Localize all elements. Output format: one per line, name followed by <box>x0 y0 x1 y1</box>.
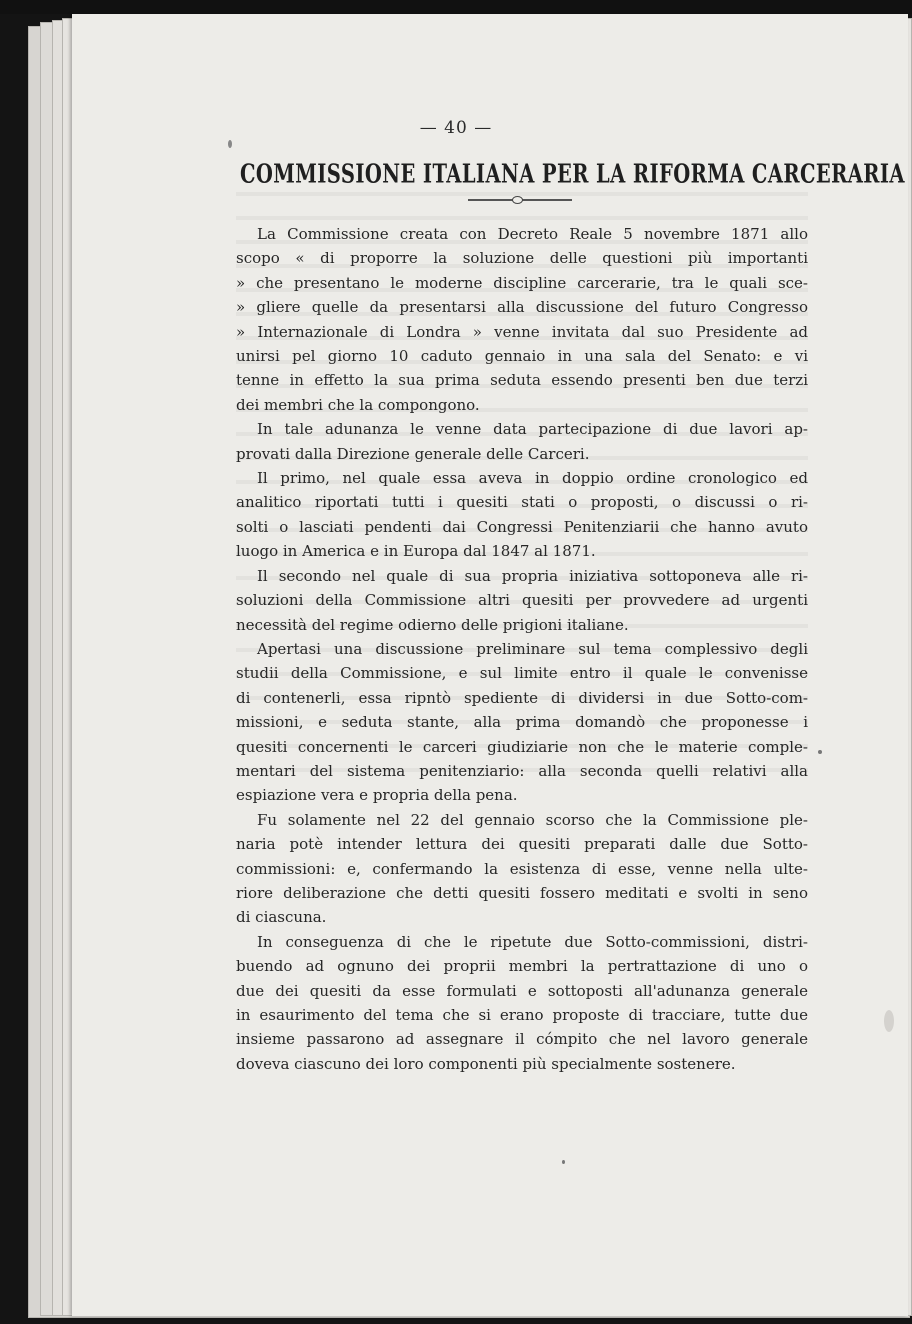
text-line: espiazione vera e propria della pena. <box>236 786 518 805</box>
text-line: provati dalla Direzione generale delle Carceri. <box>236 444 590 463</box>
text-line: in esaurimento del tema che si erano proposte di tracciare, tutte due <box>236 1006 808 1024</box>
paragraph <box>236 417 808 466</box>
text-line: » gliere quelle da presentarsi alla discussione del futuro Congresso <box>236 298 808 317</box>
text-line: quesiti concernenti le carceri giudiziarie non che le materie comple- <box>236 737 808 756</box>
body-text <box>236 222 808 1076</box>
text-line: » che presentano le moderne discipline carcerarie, tra le quali sce- <box>236 273 808 292</box>
paragraph <box>236 564 808 637</box>
page-number: — 40 — <box>419 118 493 138</box>
paragraph <box>236 637 808 808</box>
paragraph <box>236 466 808 564</box>
section-heading: COMMISSIONE ITALIANA PER LA RIFORMA CARCERARIA <box>240 158 905 190</box>
text-line: studii della Commissione, e sul limite entro il quale le convenisse <box>236 664 808 683</box>
text-line: doveva ciascuno dei loro componenti più specialmente sostenere. <box>236 1054 736 1073</box>
text-line: tenne in effetto la sua prima seduta essendo presenti ben due terzi <box>236 371 808 390</box>
paragraph <box>236 222 808 417</box>
paragraph <box>236 930 808 1076</box>
text-line: luogo in America e in Europa dal 1847 al 1871. <box>236 542 596 561</box>
text-line: necessità del regime odierno delle prigioni italiane. <box>236 615 629 634</box>
paper-stain <box>884 1010 894 1032</box>
paragraph <box>236 808 808 930</box>
text-line: di contenerli, essa ripntò spediente di dividersi in due Sotto-com- <box>236 688 808 707</box>
ink-spot <box>228 140 232 148</box>
text-line: In tale adunanza le venne data partecipazione di due lavori ap- <box>257 420 808 439</box>
text-line: Il secondo nel quale di sua propria iniziativa sottoponeva alle ri- <box>257 566 808 585</box>
text-line: due dei quesiti da esse formulati e sottoposti all'adunanza generale <box>236 981 808 1000</box>
text-line: scopo « di proporre la soluzione delle questioni più importanti <box>236 249 808 268</box>
scan-top-border <box>0 0 912 14</box>
text-line: insieme passarono ad assegnare il cómpito che nel lavoro generale <box>236 1030 808 1049</box>
text-line: mentari del sistema penitenziario: alla seconda quelli relativi alla <box>236 761 808 780</box>
ornamental-rule-center <box>512 196 523 204</box>
text-line: analitico riportati tutti i quesiti stati o proposti, o discussi o ri- <box>236 493 808 512</box>
text-line: commissioni: e, confermando la esistenza di esse, venne nella ulte- <box>236 859 808 878</box>
text-line: missioni, e seduta stante, alla prima domandò che proponesse i <box>236 713 808 732</box>
text-line: Fu solamente nel 22 del gennaio scorso che la Commissione ple- <box>257 810 808 829</box>
text-line: Il primo, nel quale essa aveva in doppio ordine cronologico ed <box>257 469 808 488</box>
ink-spot <box>562 1160 565 1164</box>
text-line: In conseguenza di che le ripetute due Sotto-commissioni, distri- <box>257 932 808 951</box>
text-line: » Internazionale di Londra » venne invitata dal suo Presidente ad <box>236 322 808 341</box>
text-line: La Commissione creata con Decreto Reale 5 novembre 1871 allo <box>257 225 808 243</box>
text-line: naria potè intender lettura dei quesiti preparati dalle due Sotto- <box>236 835 808 854</box>
text-line: dei membri che la compongono. <box>236 395 480 414</box>
text-line: soluzioni della Commissione altri quesiti per provvedere ad urgenti <box>236 591 808 610</box>
text-line: riore deliberazione che detti quesiti fossero meditati e svolti in seno <box>236 883 808 902</box>
ink-spot <box>818 750 822 754</box>
text-line: unirsi pel giorno 10 caduto gennaio in una sala del Senato: e vi <box>236 347 808 366</box>
text-line: di ciascuna. <box>236 908 327 927</box>
text-line: solti o lasciati pendenti dai Congressi Penitenziarii che hanno avuto <box>236 517 808 536</box>
text-line: Apertasi una discussione preliminare sul tema complessivo degli <box>257 639 808 658</box>
text-line: buendo ad ognuno dei proprii membri la pertrattazione di uno o <box>236 957 808 976</box>
